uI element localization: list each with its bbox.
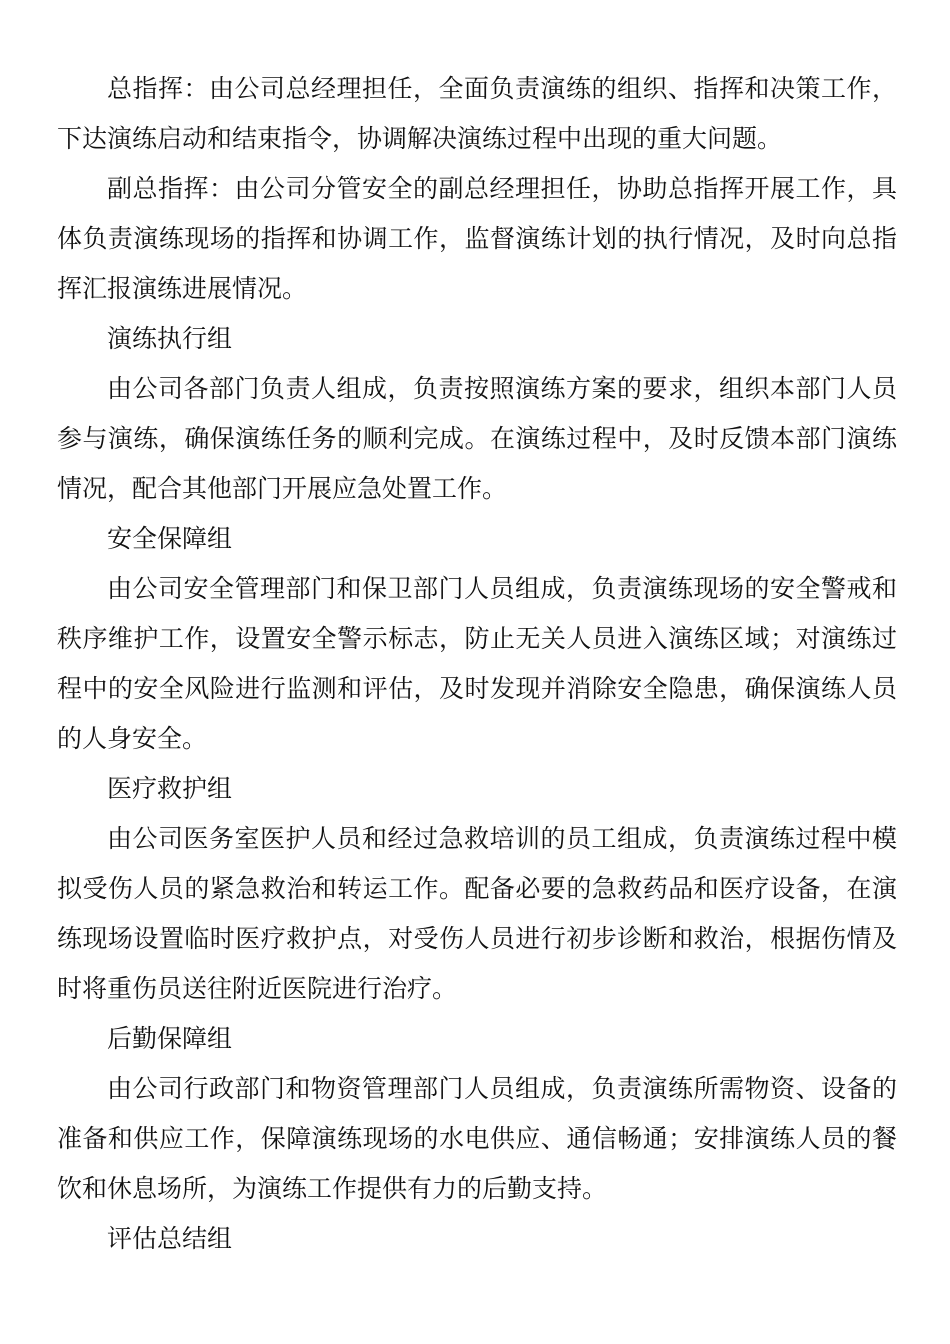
heading-medical-group: 医疗救护组: [107, 774, 233, 803]
paragraph-commander: 总指挥：由公司总经理担任，全面负责演练的组织、指挥和决策工作，下达演练启动和结束指令，协调解决演练过程中出现的重大问题。: [57, 74, 897, 153]
heading-execution-group: 演练执行组: [107, 324, 233, 353]
paragraph-execution-group: 由公司各部门负责人组成，负责按照演练方案的要求，组织本部门人员参与演练，确保演练任务的顺利完成。在演练过程中，及时反馈本部门演练情况，配合其他部门开展应急处置工作。: [57, 374, 897, 503]
heading-safety-group: 安全保障组: [107, 524, 233, 553]
paragraph-logistics-group: 由公司行政部门和物资管理部门人员组成，负责演练所需物资、设备的准备和供应工作，保障演练现场的水电供应、通信畅通；安排演练人员的餐饮和休息场所，为演练工作提供有力的后勤支持。: [57, 1074, 897, 1203]
paragraph-safety-group: 由公司安全管理部门和保卫部门人员组成，负责演练现场的安全警戒和秩序维护工作，设置安全警示标志，防止无关人员进入演练区域；对演练过程中的安全风险进行监测和评估，及时发现并消除安全隐患，确保演练人员的人身安全。: [57, 574, 897, 753]
paragraph-deputy-commander: 副总指挥：由公司分管安全的副总经理担任，协助总指挥开展工作，具体负责演练现场的指挥和协调工作，监督演练计划的执行情况，及时向总指挥汇报演练进展情况。: [57, 174, 897, 303]
document-page: [57, 64, 897, 1264]
heading-logistics-group: 后勤保障组: [107, 1024, 233, 1053]
paragraph-medical-group: 由公司医务室医护人员和经过急救培训的员工组成，负责演练过程中模拟受伤人员的紧急救治和转运工作。配备必要的急救药品和医疗设备，在演练现场设置临时医疗救护点，对受伤人员进行初步诊断和救治，根据伤情及时将重伤员送往附近医院进行治疗。: [57, 824, 897, 1003]
heading-evaluation-group: 评估总结组: [107, 1224, 233, 1253]
